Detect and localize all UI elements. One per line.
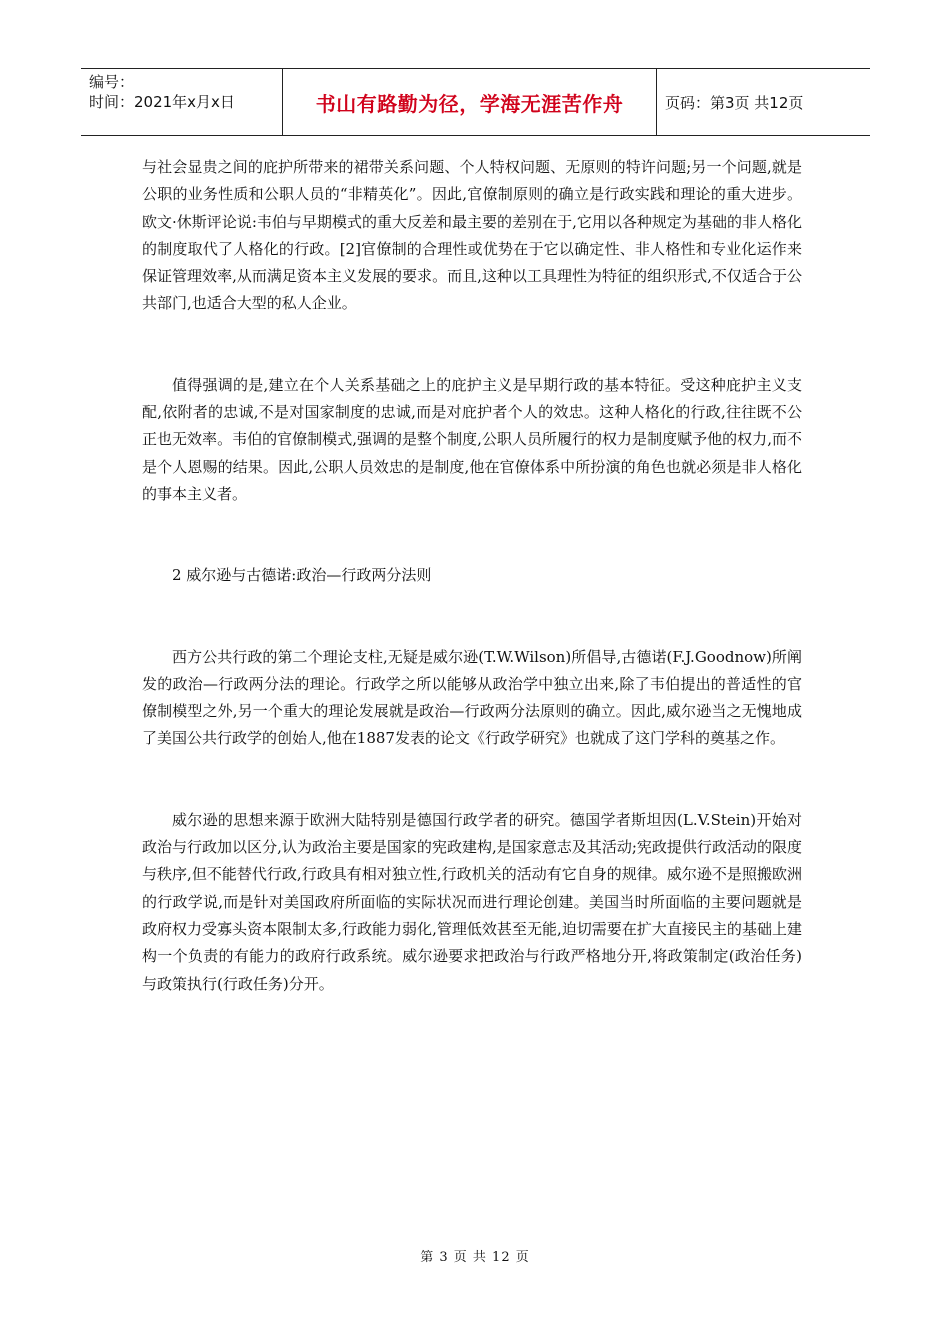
paragraph-gap — [142, 590, 802, 644]
paragraph-gap — [142, 318, 802, 372]
paragraph-3: 西方公共行政的第二个理论支柱,无疑是威尔逊(T.W.Wilson)所倡导,古德诺(F.J.Goodnow)所阐发的政治—行政两分法的理论。行政学之所以能够从政治学中独立出来,除了韦伯提出的普适性的官僚制模型之外,另一个重大的理论发展就是政治—行政两分法原则的确立。因此,威尔逊当之无愧地成了美国公共行政学的创始人,他在1887发表的论文《行政学研究》也就成了这门学科的奠基之作。 — [142, 647, 802, 748]
page-footer: 第 3 页 共 12 页 — [420, 1250, 530, 1265]
document-body — [142, 154, 802, 998]
document-date: 时间：2021年x月x日 — [89, 93, 235, 111]
page-header — [81, 68, 870, 136]
paragraph-4: 威尔逊的思想来源于欧洲大陆特别是德国行政学者的研究。德国学者斯坦因(L.V.Stein)开始对政治与行政加以区分,认为政治主要是国家的宪政建构,是国家意志及其活动;宪政提供行政活动的限度与秩序,但不能替代行政,行政具有相对独立性,行政机关的活动有它自身的规律。威尔逊不是照搬欧洲的行政学说,而是针对美国政府所面临的实际状况而进行理论创建。美国当时所面临的主要问题就是政府权力受寡头资本限制太多,行政能力弱化,管理低效甚至无能,迫切需要在扩大直接民主的基础上建构一个负责的有能力的政府行政系统。威尔逊要求把政治与行政严格地分开,将政策制定(政治任务)与政策执行(行政任务)分开。 — [142, 810, 802, 993]
section-heading: 2 威尔逊与古德诺:政治—行政两分法则 — [172, 566, 432, 585]
header-page-info: 页码：第3页 共12页 — [665, 93, 804, 112]
paragraph-gap — [142, 753, 802, 807]
paragraph-2: 值得强调的是,建立在个人关系基础之上的庇护主义是早期行政的基本特征。受这种庇护主义支配,依附者的忠诚,不是对国家制度的忠诚,而是对庇护者个人的效忠。这种人格化的行政,往往既不公正也无效率。韦伯的官僚制模式,强调的是整个制度,公职人员所履行的权力是制度赋予他的权力,而不是个人恩赐的结果。因此,公职人员效忠的是制度,他在官僚体系中所扮演的角色也就必须是非人格化的事本主义者。 — [142, 375, 802, 503]
paragraph-1: 与社会显贵之间的庇护所带来的裙带关系问题、个人特权问题、无原则的特许问题;另一个问题,就是公职的业务性质和公职人员的“非精英化”。因此,官僚制原则的确立是行政实践和理论的重大进步。欧文·休斯评论说:韦伯与早期模式的重大反差和最主要的差别在于,它用以各种规定为基础的非人格化的制度取代了人格化的行政。[2]官僚制的合理性或优势在于它以确定性、非人格性和专业化运作来保证管理效率,从而满足资本主义发展的要求。而且,这种以工具理性为特征的组织形式,不仅适合于公共部门,也适合大型的私人企业。 — [142, 158, 802, 313]
header-meta — [81, 69, 283, 135]
document-number-label: 编号： — [89, 73, 135, 91]
paragraph-gap — [142, 508, 802, 562]
header-motto: 书山有路勤为径，学海无涯苦作舟 — [283, 69, 657, 135]
